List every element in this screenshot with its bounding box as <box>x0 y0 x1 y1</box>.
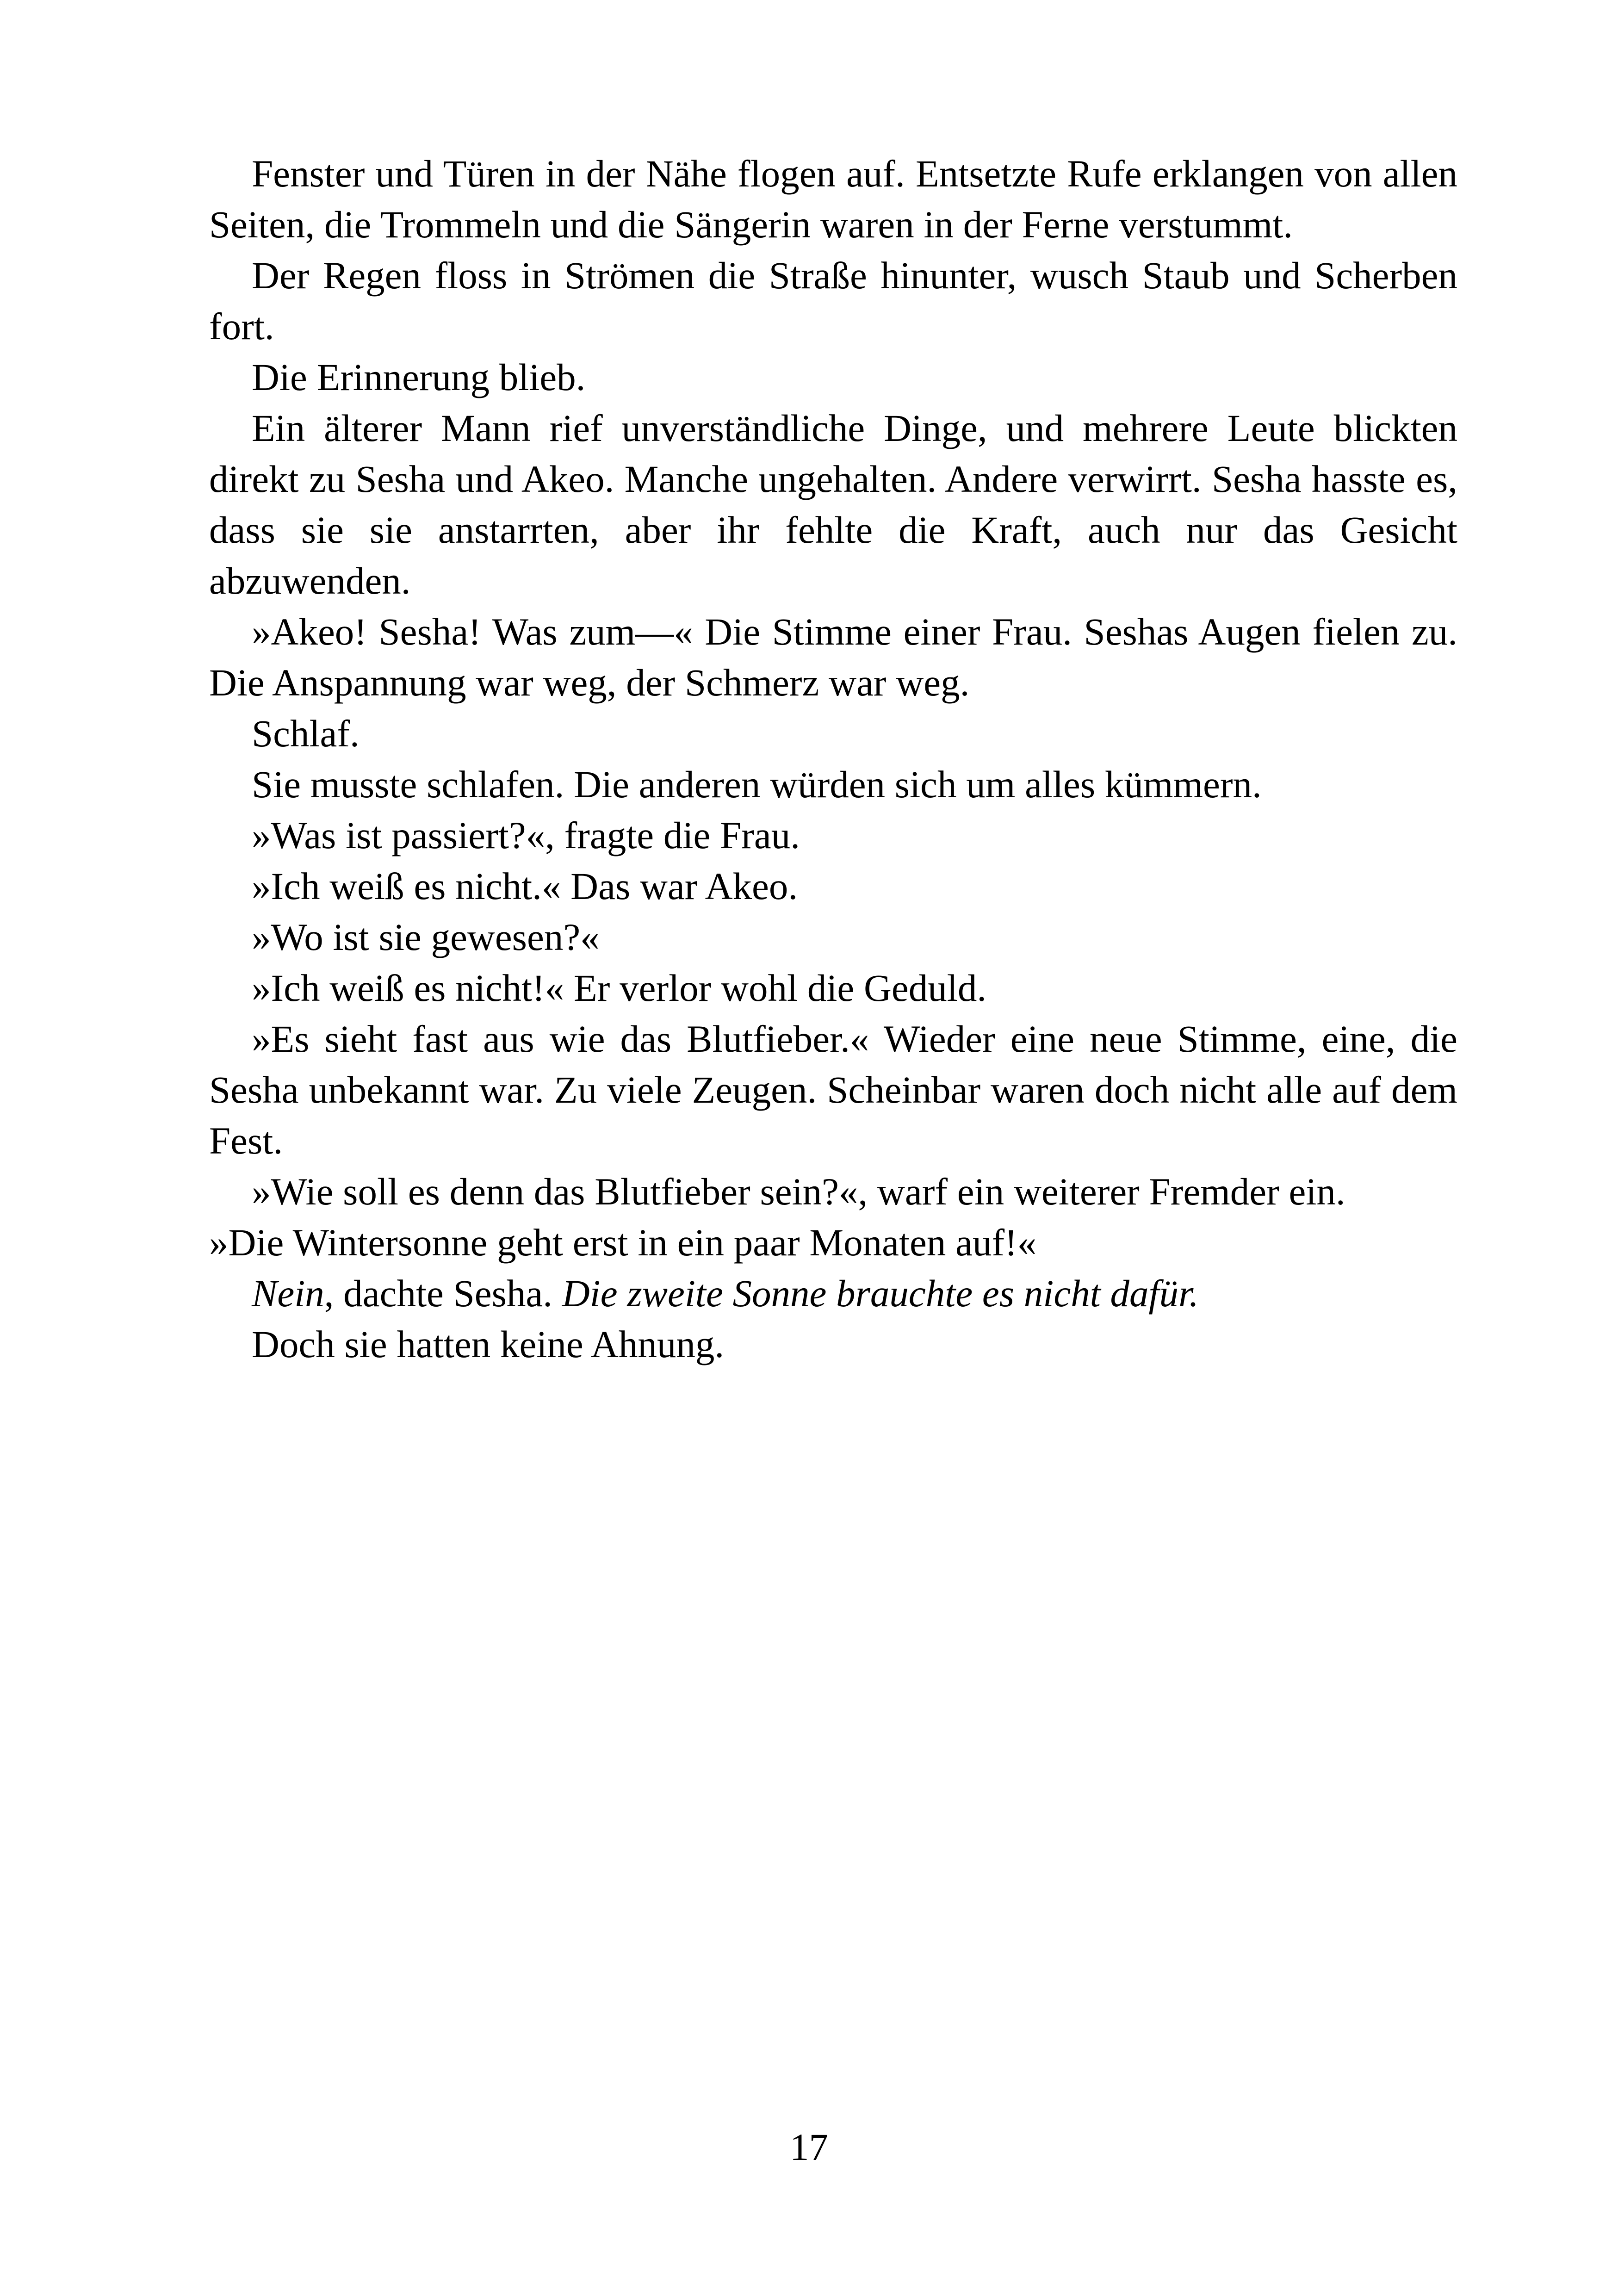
paragraph: »Es sieht fast aus wie das Blutfieber.« Wieder eine neue Stimme, eine, die Sesha unbekannt war. Zu viele Zeugen. Scheinbar waren doch nicht alle auf dem Fest. <box>209 1018 1457 1162</box>
paragraph: Die Erinnerung blieb. <box>252 356 586 398</box>
paragraph: »Die Wintersonne geht erst in ein paar Monaten auf!« <box>209 1221 1037 1264</box>
paragraph: Fenster und Türen in der Nähe flogen auf. Entsetzte Rufe erklangen von allen Seiten, die Trommeln und die Sängerin waren in der Ferne verstummt. <box>209 152 1457 246</box>
paragraph: Schlaf. <box>252 712 360 755</box>
page-number: 17 <box>790 2126 828 2168</box>
italic-text: Nein <box>252 1272 324 1315</box>
paragraph: Der Regen floss in Strömen die Straße hinunter, wusch Staub und Scherben fort. <box>209 254 1457 348</box>
paragraph-italic-thought <box>209 1268 1457 1319</box>
paragraph: Sie musste schlafen. Die anderen würden sich um alles kümmern. <box>252 763 1262 806</box>
paragraph: Ein älterer Mann rief unverständliche Dinge, und mehrere Leute blickten direkt zu Sesha und Akeo. Manche ungehalten. Andere verwirrt. Sesha hasste es, dass sie sie anstarrten, aber ihr fehlte die Kraft, auch nur das Gesicht abzuwenden. <box>209 407 1457 602</box>
paragraph: »Was ist passiert?«, fragte die Frau. <box>252 814 800 856</box>
body-text <box>209 148 1457 1370</box>
paragraph: »Wie soll es denn das Blutfieber sein?«, warf ein weiterer Fremder ein. <box>252 1170 1345 1213</box>
paragraph: »Wo ist sie gewesen?« <box>252 916 600 958</box>
paragraph: Doch sie hatten keine Ahnung. <box>252 1323 725 1365</box>
plain-text: , dachte Sesha. <box>324 1272 562 1315</box>
paragraph: »Akeo! Sesha! Was zum—« Die Stimme einer Frau. Seshas Augen fielen zu. Die Anspannung war weg, der Schmerz war weg. <box>209 610 1457 704</box>
paragraph: »Ich weiß es nicht!« Er verlor wohl die Geduld. <box>252 967 987 1009</box>
paragraph: »Ich weiß es nicht.« Das war Akeo. <box>252 865 798 907</box>
italic-text: Die zweite Sonne brauchte es nicht dafür. <box>562 1272 1199 1315</box>
